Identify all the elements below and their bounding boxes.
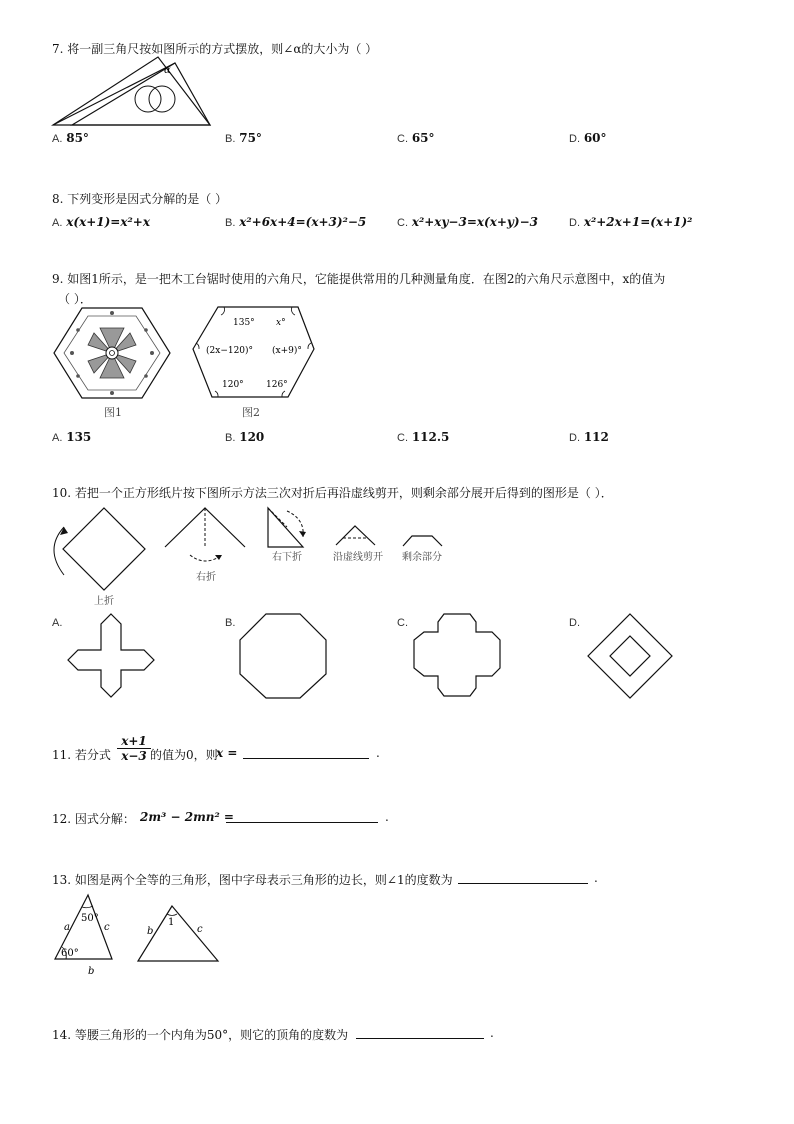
question-10-text: 10. 若把一个正方形纸片按下图所示方法三次对折后再沿虚线剪开，则剩余部分展开后得到的图形是（ ）． [52, 486, 613, 500]
angle-50-label: 50° [81, 913, 99, 924]
q8-option-c: C. x²+xy−3=x(x+y)−3 [397, 215, 538, 229]
side-b-label: b [88, 966, 95, 977]
side-b2-label: b [147, 926, 154, 937]
figure-2-caption: 图2 [242, 406, 260, 419]
question-7-text: 7. 将一副三角尺按如图所示的方式摆放，则∠α的大小为（ ） [52, 42, 378, 56]
q11-end: . [376, 746, 380, 760]
q13-answer-blank[interactable] [458, 871, 588, 884]
q10-option-d-letter: D. [569, 617, 580, 629]
hexagon-angles-figure [190, 303, 320, 401]
question-8-text: 8. 下列变形是因式分解的是（ ） [52, 192, 228, 206]
q11-numerator: x+1 [117, 734, 151, 749]
q11-denominator: x−3 [121, 749, 147, 763]
question-14-text: 14. 等腰三角形的一个内角为50°，则它的顶角的度数为 [52, 1028, 349, 1042]
q12-end: . [385, 810, 389, 824]
q7-triangles-figure [50, 55, 220, 130]
side-c2-label: c [197, 924, 203, 935]
step-3-label: 右下折 [272, 552, 302, 563]
fold-step-2-figure [162, 505, 252, 575]
q8-option-d: D. x²+2x+1=(x+1)² [569, 215, 693, 229]
question-13-text: 13. 如图是两个全等的三角形，图中字母表示三角形的边长，则∠1的度数为 [52, 873, 453, 887]
q12-answer-blank[interactable] [226, 810, 378, 823]
angle-x-plus-9: (x+9)° [272, 346, 302, 356]
q8-option-a: A. x(x+1)=x²+x [52, 215, 150, 229]
question-11-suffix: 的值为0，则 [150, 748, 218, 762]
fold-step-5-figure [400, 532, 450, 548]
alpha-label: α [164, 65, 171, 76]
angle-126: 126° [266, 380, 288, 390]
angle-135: 135° [233, 318, 255, 328]
q10-option-c-figure [412, 612, 504, 698]
fold-step-1-figure [50, 505, 150, 595]
q10-option-b-letter: B. [225, 617, 236, 629]
q11-variable: x = [216, 746, 238, 760]
q10-option-b-figure [238, 612, 328, 700]
q9-option-d: D. 112 [569, 430, 609, 444]
question-9-paren: （ ）． [58, 292, 92, 306]
q10-option-d-figure [586, 612, 674, 700]
fold-step-4-figure [333, 523, 383, 551]
q13-end: . [594, 871, 598, 885]
q11-fraction [117, 734, 151, 763]
question-11-prefix: 11. 若分式 [52, 748, 111, 762]
angle-2x-120: (2x−120)° [206, 346, 254, 356]
q11-answer-blank[interactable] [243, 746, 369, 759]
step-1-label: 上折 [94, 596, 114, 607]
q7-option-b: B. 75° [225, 131, 262, 145]
question-12-prefix: 12. 因式分解： [52, 812, 135, 826]
q9-option-c: C. 112.5 [397, 430, 450, 444]
q9-option-a: A. 135 [52, 430, 92, 444]
side-c-label: c [104, 922, 110, 933]
side-a-label: a [64, 922, 70, 933]
q10-option-c-letter: C. [397, 617, 408, 629]
figure-1-caption: 图1 [104, 406, 122, 419]
q10-option-a-letter: A. [52, 617, 63, 629]
step-2-label: 右折 [196, 572, 216, 583]
question-9-text: 9. 如图1所示，是一把木工台锯时使用的六角尺，它能提供常用的几种测量角度．在图2的六角尺示意图中，x的值为 [52, 272, 666, 286]
angle-60-label: 60° [61, 948, 79, 959]
q14-end: . [490, 1026, 494, 1040]
q12-expression: 2m³ − 2mn² = [140, 810, 234, 824]
q7-option-a: A. 85° [52, 131, 89, 145]
q7-option-c: C. 65° [397, 131, 435, 145]
step-4-label: 沿虚线剪开 [333, 552, 383, 563]
congruent-triangles-figure [50, 892, 230, 978]
q7-option-d: D. 60° [569, 131, 607, 145]
hexagon-ruler-figure [52, 305, 172, 400]
angle-120: 120° [222, 380, 244, 390]
q10-option-a-figure [66, 612, 156, 698]
q9-option-b: B. 120 [225, 430, 265, 444]
angle-x: x° [276, 318, 286, 328]
step-5-label: 剩余部分 [402, 552, 442, 563]
q8-option-b: B. x²+6x+4=(x+3)²−5 [225, 215, 367, 229]
angle-1-label: 1 [168, 917, 175, 928]
q14-answer-blank[interactable] [356, 1026, 484, 1039]
